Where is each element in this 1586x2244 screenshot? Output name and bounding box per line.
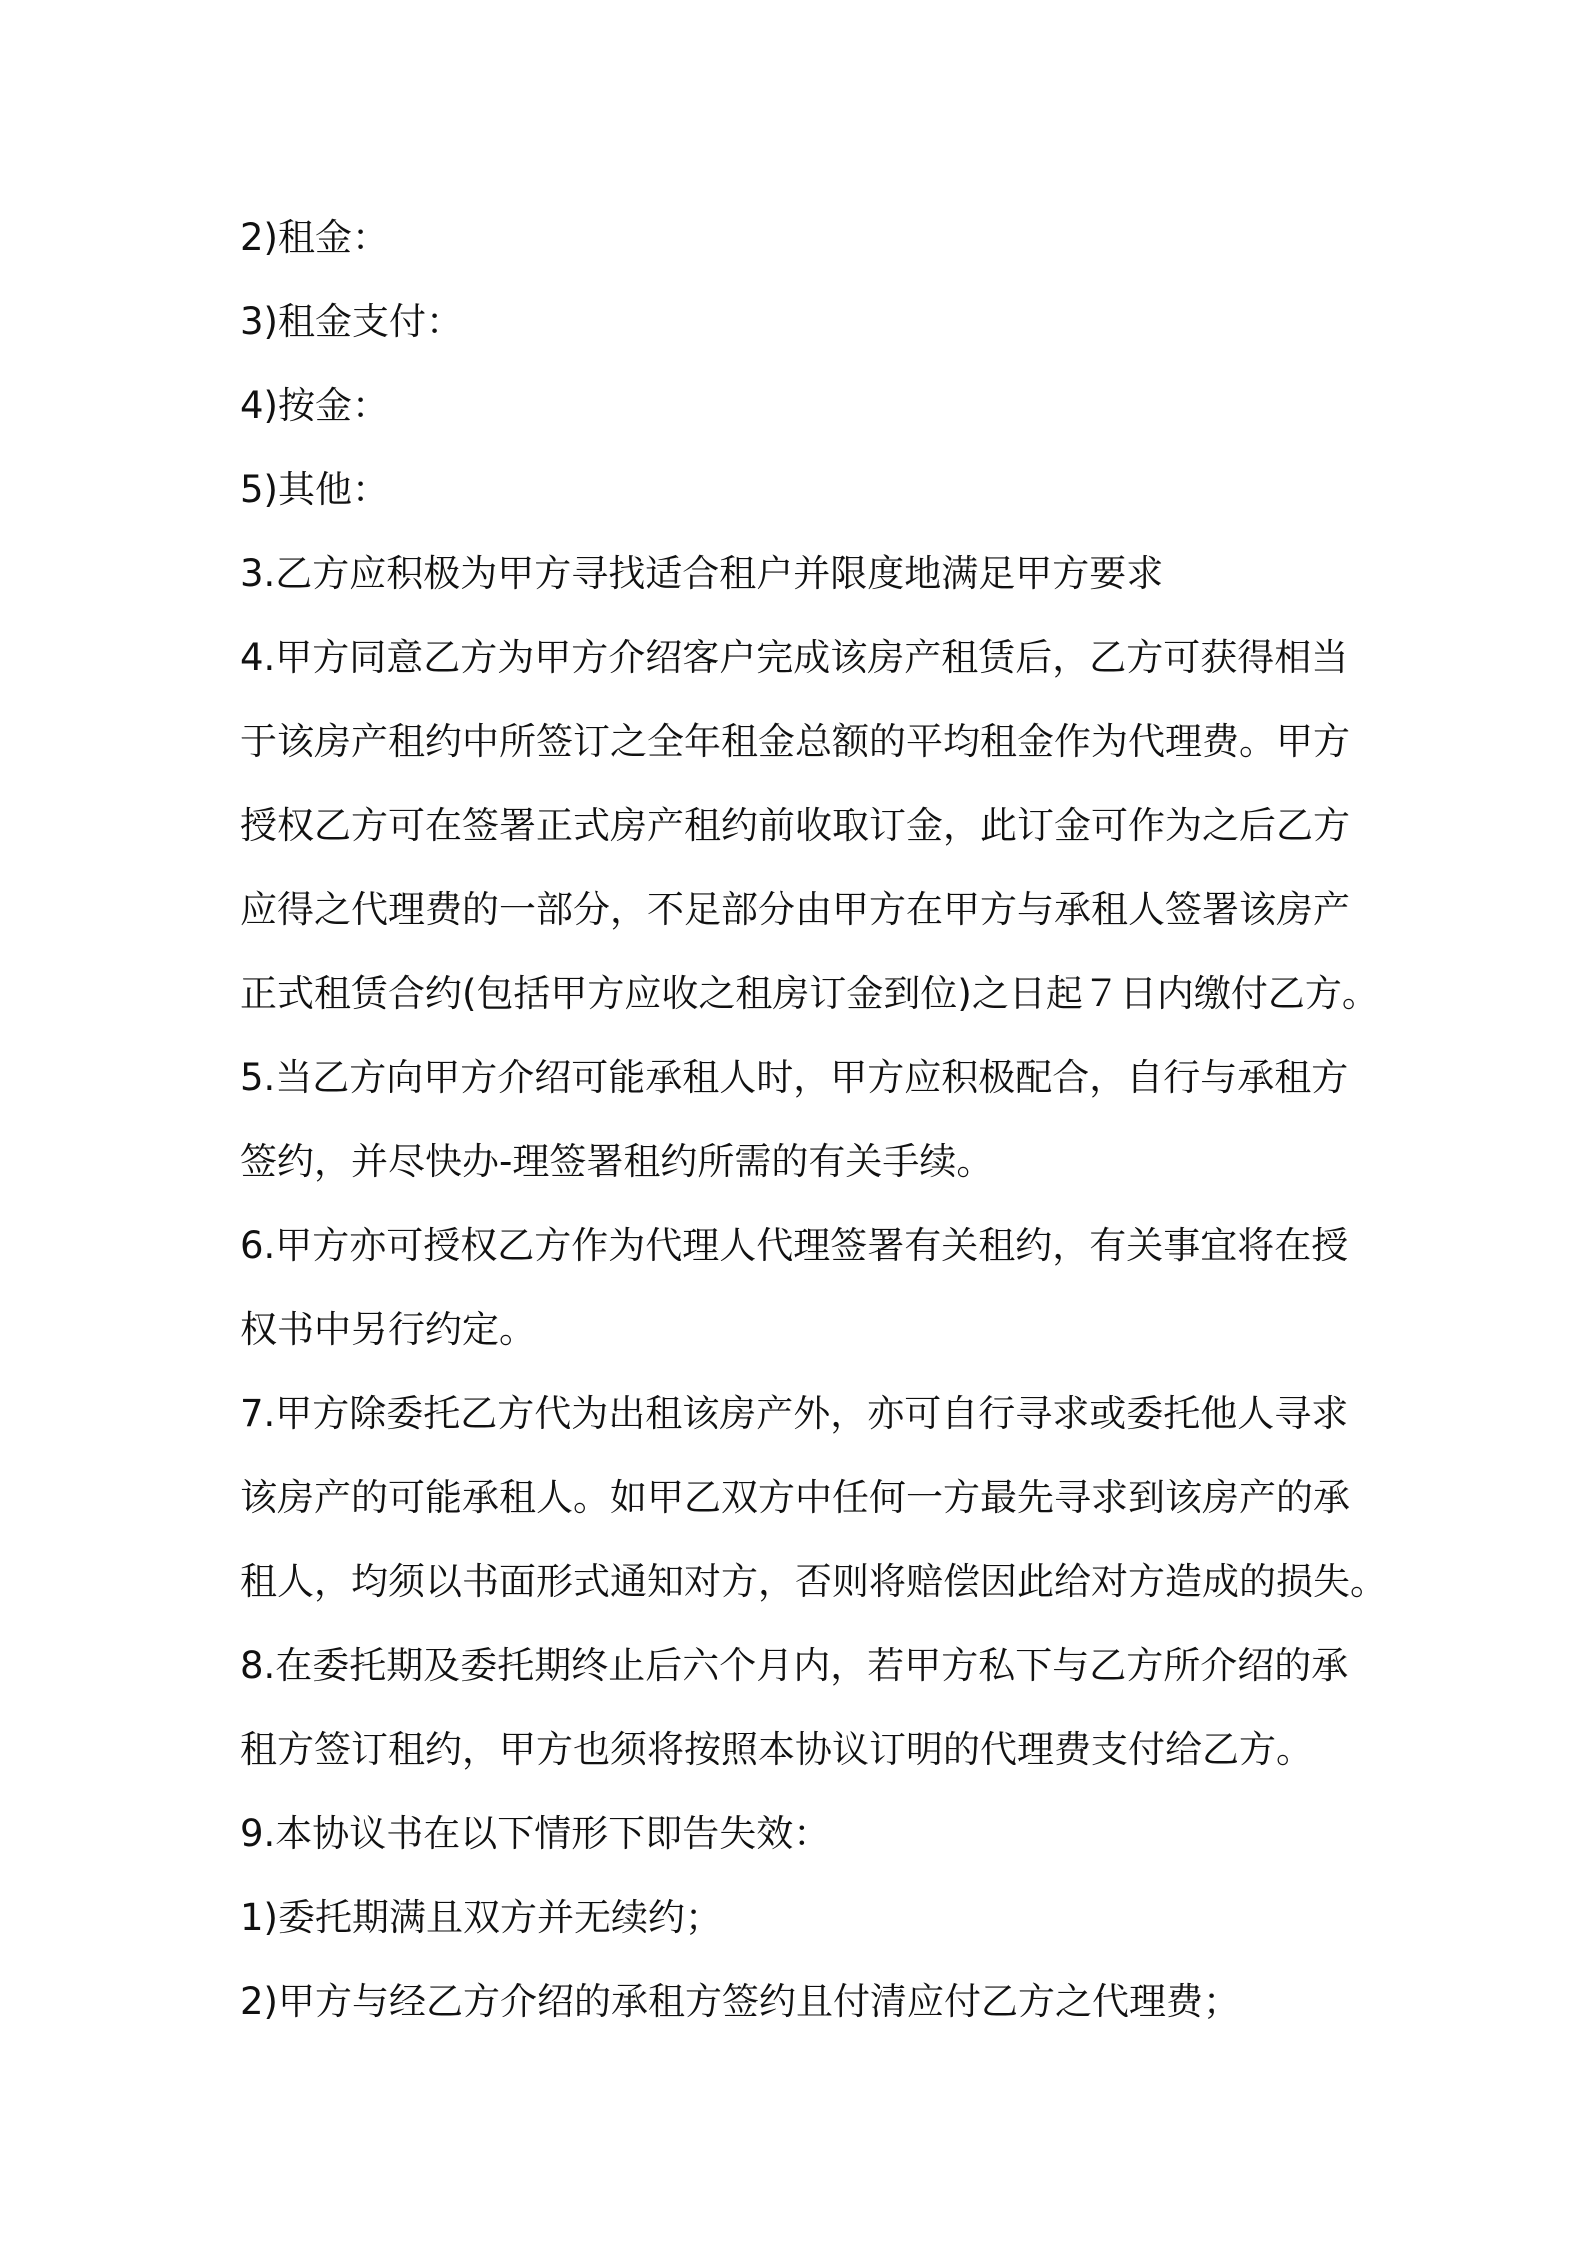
line-rent-payment: 3)租金支付：: [240, 300, 463, 343]
clause-5-line-1: 5.当乙方向甲方介绍可能承租人时，甲方应积极配合，自行与承租方: [240, 1056, 1349, 1099]
clause-4-line-3: 授权乙方可在签署正式房产租约前收取订金，此订金可作为之后乙方: [240, 804, 1350, 847]
clause-4-line-5: 正式租赁合约(包括甲方应收之租房订金到位)之日起７日内缴付乙方。: [240, 972, 1379, 1015]
clause-9: 9.本协议书在以下情形下即告失效：: [240, 1812, 831, 1855]
clause-4-line-2: 于该房产租约中所签订之全年租金总额的平均租金作为代理费。甲方: [240, 720, 1350, 763]
clause-7-line-1: 7.甲方除委托乙方代为出租该房产外，亦可自行寻求或委托他人寻求: [240, 1392, 1349, 1435]
clause-9-item-1: 1)委托期满且双方并无续约；: [240, 1896, 722, 1939]
document-body: [240, 196, 1387, 2044]
line-other: 5)其他：: [240, 468, 389, 511]
clause-8-line-1: 8.在委托期及委托期终止后六个月内，若甲方私下与乙方所介绍的承: [240, 1644, 1349, 1687]
clause-9-item-2: 2)甲方与经乙方介绍的承租方签约且付清应付乙方之代理费；: [240, 1980, 1240, 2023]
clause-5-line-2: 签约，并尽快办-理签署租约所需的有关手续。: [240, 1140, 994, 1183]
clause-7-line-2: 该房产的可能承租人。如甲乙双方中任何一方最先寻求到该房产的承: [240, 1476, 1350, 1519]
clause-4-line-1: 4.甲方同意乙方为甲方介绍客户完成该房产租赁后，乙方可获得相当: [240, 636, 1349, 679]
clause-4-line-4: 应得之代理费的一部分，不足部分由甲方在甲方与承租人签署该房产: [240, 888, 1350, 931]
line-deposit: 4)按金：: [240, 384, 389, 427]
line-rent: 2)租金：: [240, 216, 389, 259]
clause-6-line-1: 6.甲方亦可授权乙方作为代理人代理签署有关租约，有关事宜将在授: [240, 1224, 1349, 1267]
clause-3: 3.乙方应积极为甲方寻找适合租户并限度地满足甲方要求: [240, 552, 1164, 595]
clause-7-line-3: 租人，均须以书面形式通知对方，否则将赔偿因此给对方造成的损失。: [240, 1560, 1387, 1603]
clause-6-line-2: 权书中另行约定。: [240, 1308, 536, 1351]
clause-8-line-2: 租方签订租约，甲方也须将按照本协议订明的代理费支付给乙方。: [240, 1728, 1313, 1771]
